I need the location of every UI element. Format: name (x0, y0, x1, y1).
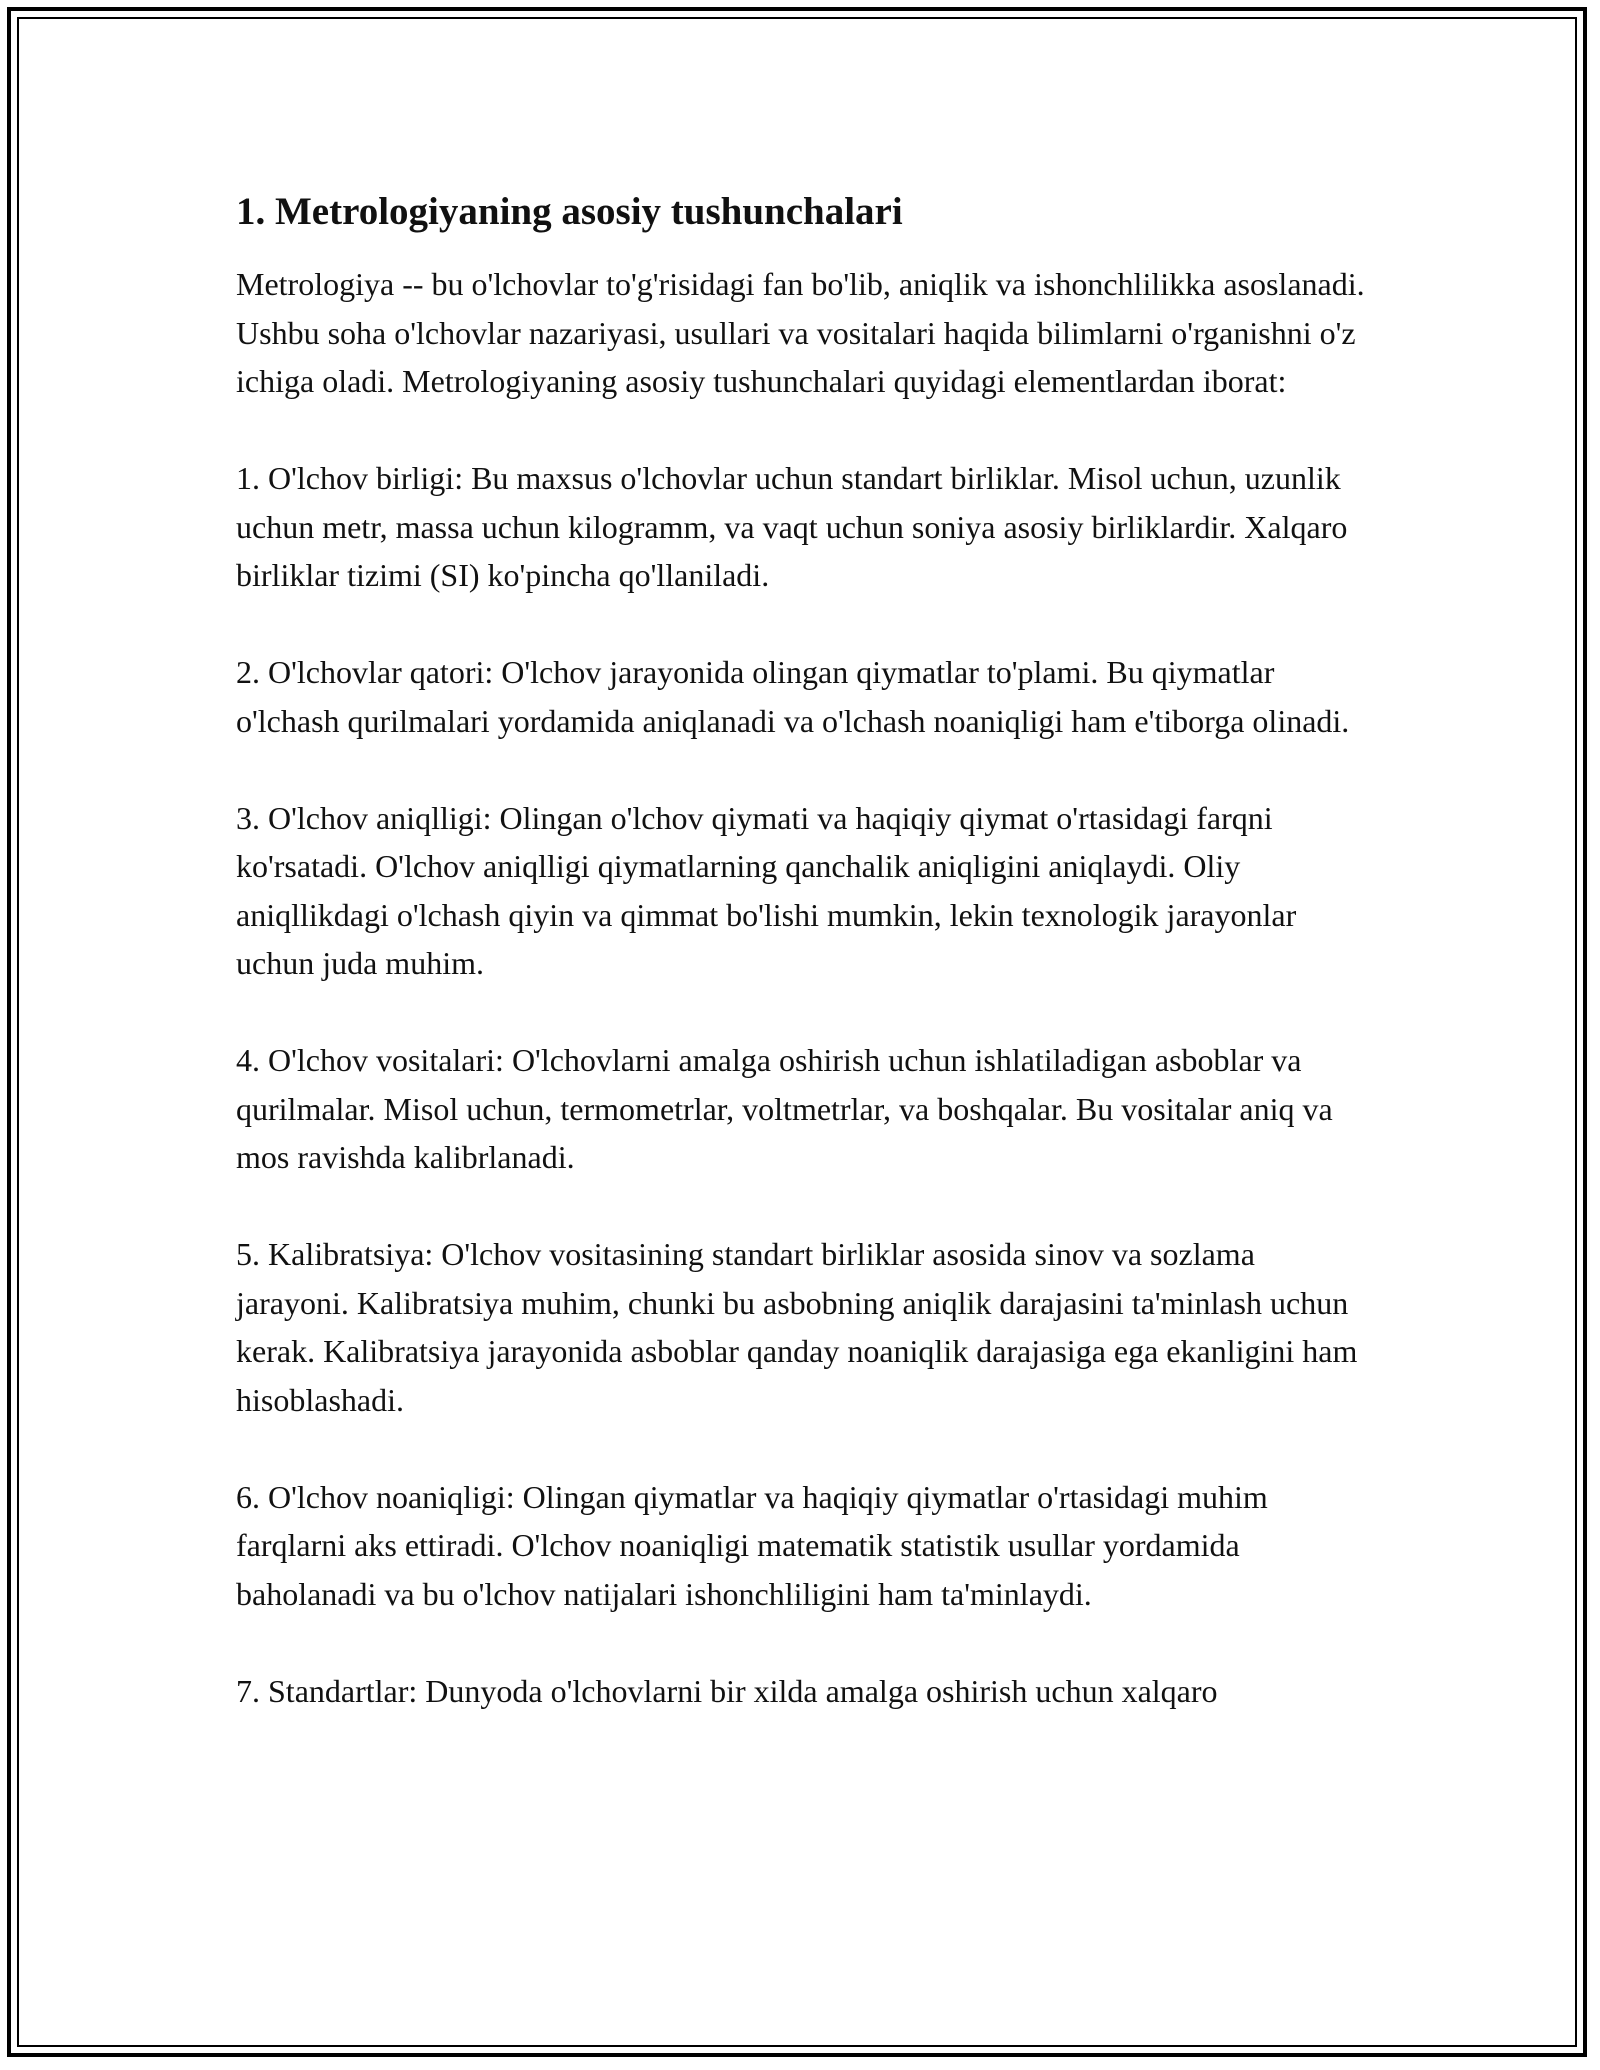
paragraph-calibration: 5. Kalibratsiya: O'lchov vositasining standart birliklar asosida sinov va sozlama jarayoni. Kalibratsiya muhim, chunki bu asbobning aniqlik darajasini ta'minlash uchun kerak. Kalibratsiya jarayonida asboblar qanday noaniqlik darajasiga ega ekanligini ham hisoblashadi. (236, 1236, 1358, 1418)
paragraph-measurement-series: 2. O'lchovlar qatori: O'lchov jarayonida olingan qiymatlar to'plami. Bu qiymatlar o'lchash qurilmalari yordamida aniqlanadi va o'lchash noaniqligi ham e'tiborga olinadi. (236, 654, 1350, 739)
page-title: 1. Metrologiyaning asosiy tushunchalari (236, 190, 903, 233)
paragraph-measurement-instruments: 4. O'lchov vositalari: O'lchovlarni amalga oshirish uchun ishlatiladigan asboblar va qurilmalar. Misol uchun, termometrlar, voltmetrlar, va boshqalar. Bu vositalar aniq va mos ravishda kalibrlanadi. (236, 1042, 1333, 1175)
paragraph-measurement-accuracy: 3. O'lchov aniqlligi: Olingan o'lchov qiymati va haqiqiy qiymat o'rtasidagi farqni ko'rsatadi. O'lchov aniqlligi qiymatlarning qanchalik aniqligini aniqlaydi. Oliy aniqllikdagi o'lchash qiyin va qimmat bo'lishi mumkin, lekin texnologik jarayonlar uchun juda muhim. (236, 799, 1297, 981)
paragraph-measurement-uncertainty: 6. O'lchov noaniqligi: Olingan qiymatlar va haqiqiy qiymatlar o'rtasidagi muhim farqlarni aks ettiradi. O'lchov noaniqligi matematik statistik usullar yordamida baholanadi va bu o'lchov natijalari ishonchliligini ham ta'minlaydi. (236, 1478, 1268, 1612)
intro-paragraph: Metrologiya -- bu o'lchovlar to'g'risidagi fan bo'lib, aniqlik va ishonchlilikka asoslanadi. Ushbu soha o'lchovlar nazariyasi, usullari va vositalari haqida bilimlarni o'rganishni o'z ichiga oladi. Metrologiyaning asosiy tushunchalari quyidagi elementlardan iborat: (236, 266, 1365, 399)
paragraph-measurement-unit: 1. O'lchov birligi: Bu maxsus o'lchovlar uchun standart birliklar. Misol uchun, uzunlik uchun metr, massa uchun kilogramm, va vaqt uchun soniya asosiy birliklardir. Xalqaro birliklar tizimi (SI) ko'pincha qo'llaniladi. (236, 460, 1348, 593)
document-body (236, 186, 1366, 1764)
paragraph-standards: 7. Standartlar: Dunyoda o'lchovlarni bir xilda amalga oshirish uchun xalqaro (236, 1672, 1218, 1709)
